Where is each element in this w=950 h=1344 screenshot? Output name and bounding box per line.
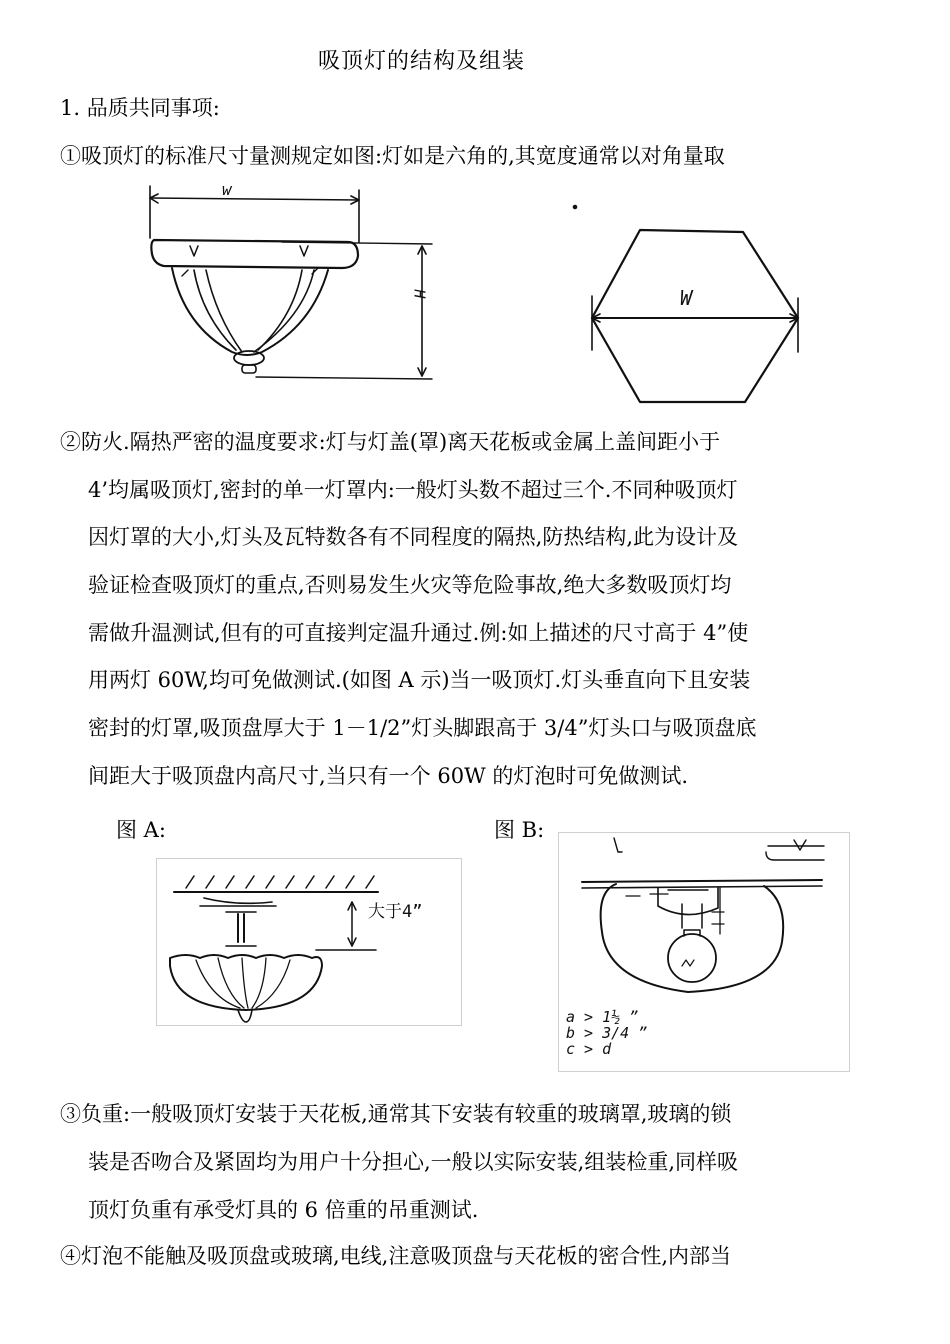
item-4-text-line-1: 灯泡不能触及吸顶盘或玻璃,电线,注意吸顶盘与天花板的密合性,内部当: [81, 1244, 732, 1268]
figure-a-label: 图 A:: [116, 818, 166, 842]
item-2-text-line-1: 防火.隔热严密的温度要求:灯与灯盖(罩)离天花板或金属上盖间距小于: [81, 430, 721, 454]
figure-b-condition-b: b > 3/4 ”: [566, 1023, 648, 1042]
item-2-line-4: 验证检查吸顶灯的重点,否则易发生火灾等危险事故,绝大多数吸顶灯均: [88, 573, 732, 597]
item-2-line-8: 间距大于吸顶盘内高尺寸,当只有一个 60W 的灯泡时可免做测试.: [88, 764, 689, 788]
figure-b-condition-c: c > d: [566, 1039, 612, 1058]
figure-b-label: 图 B:: [494, 818, 545, 842]
figure-b-condition-a: a > 1½ ”: [566, 1008, 639, 1026]
item-2-line-2: 4’均属吸顶灯,密封的单一灯罩内:一般灯头数不超过三个.不同种吸顶灯: [88, 478, 738, 502]
item-3-line-2: 装是否吻合及紧固均为用户十分担心,一般以实际安装,组装检重,同样吸: [88, 1150, 739, 1174]
item-3-line-3: 顶灯负重有承受灯具的 6 倍重的吊重测试.: [88, 1198, 479, 1222]
fig2-width-label: W: [680, 286, 693, 310]
item-2-line-1: [60, 432, 720, 453]
page-title: 吸顶灯的结构及组装: [318, 49, 526, 74]
figure-a-sketch: [156, 858, 462, 1026]
item-1-text: 吸顶灯的标准尺寸量测规定如图:灯如是六角的,其宽度通常以对角量取: [81, 144, 725, 168]
item-3-line-1: [60, 1104, 731, 1125]
item-4-marker: ④: [60, 1244, 81, 1268]
item-2-marker: ②: [60, 430, 81, 454]
item-3-marker: ③: [60, 1102, 81, 1126]
fig1-height-label: H: [410, 289, 429, 299]
item-1-line-1: [60, 146, 725, 167]
item-1-marker: ①: [60, 144, 81, 168]
fig1-width-label: w: [222, 180, 232, 199]
section-heading: 1. 品质共同事项:: [60, 96, 220, 120]
item-2-line-5: 需做升温测试,但有的可直接判定温升通过.例:如上描述的尺寸高于 4”使: [88, 621, 749, 645]
figure-a-note: 大于4”: [368, 902, 423, 922]
item-2-line-3: 因灯罩的大小,灯头及瓦特数各有不同程度的隔热,防热结构,此为设计及: [88, 525, 739, 549]
figure-b-conditions: [566, 1010, 647, 1057]
item-2-line-6: 用两灯 60W,均可免做测试.(如图 A 示)当一吸顶灯.灯头垂直向下且安装: [88, 668, 751, 692]
item-4-line-1: [60, 1246, 731, 1267]
item-2-line-7: 密封的灯罩,吸顶盘厚大于 1－1/2”灯头脚跟高于 3/4”灯头口与吸顶盘底: [88, 716, 757, 740]
item-3-text-line-1: 负重:一般吸顶灯安装于天花板,通常其下安装有较重的玻璃罩,玻璃的锁: [81, 1102, 732, 1126]
